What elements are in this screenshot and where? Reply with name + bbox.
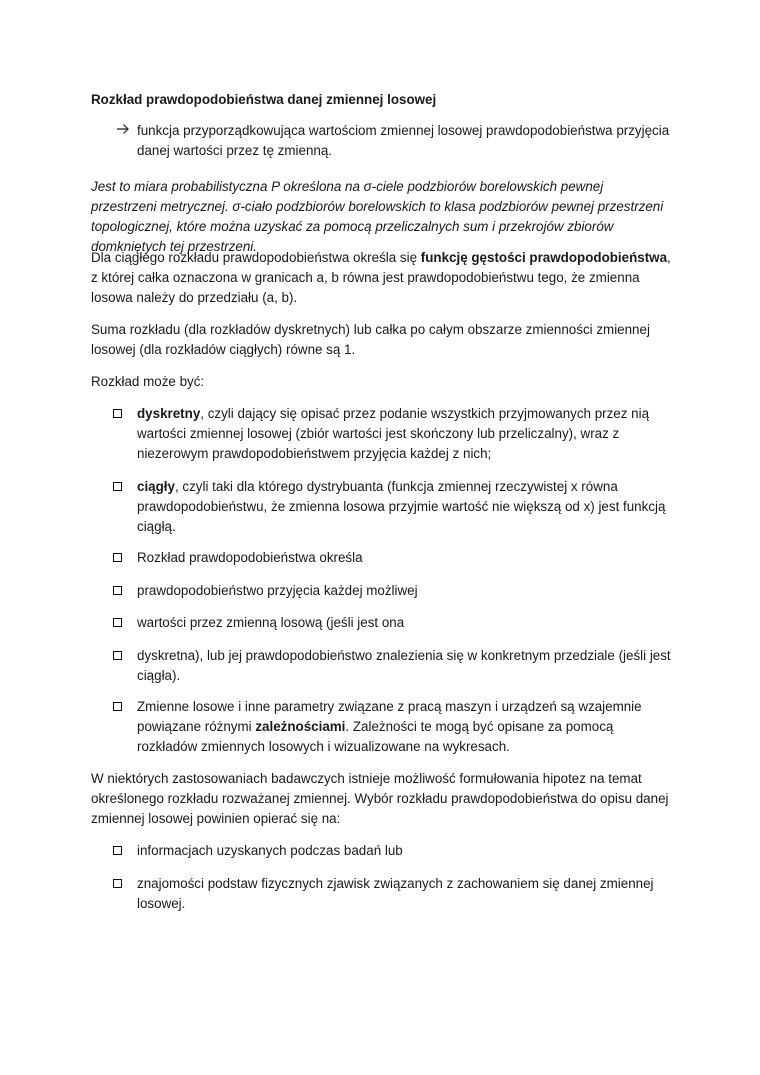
definition-text: funkcja przyporządkowująca wartościom zmiennej losowej prawdopodobieństwa przyjęcia danej wartości przez tę zmienną.: [137, 123, 670, 158]
list-item: [113, 613, 671, 633]
list-item-physics: [113, 874, 671, 914]
sum-paragraph: Suma rozkładu (dla rozkładów dyskretnych) lub całka po całym obszarze zmienności zmiennej losowej (dla rozkładów ciągłych) równe są 1.: [91, 322, 650, 357]
list-item: [113, 646, 671, 686]
density-paragraph: [91, 248, 671, 308]
list-item-body: , czyli dający się opisać przez podanie wszystkich przyjmowanych przez nią wartości zmiennej losowej (zbiór wartości jest skończony lub przeliczalny), wraz z niezerowym prawdopodobieństwem przyjęcia każdej z nich;: [137, 406, 650, 461]
density-text-before: Dla ciągłego rozkładu prawdopodobieństwa określa się: [91, 250, 421, 265]
density-text-after: , z której całka oznaczona w granicach a, b równa jest prawdopodobieństwu tego, że zmienna losowa należy do przedziału (a, b).: [91, 250, 671, 305]
checkbox-bullet-icon: [113, 586, 122, 595]
list-item-continuous: [113, 477, 671, 537]
list-item-text: [137, 477, 671, 537]
list-item: [113, 581, 671, 601]
italic-paragraph: Jest to miara probabilistyczna P określona na σ-ciele podzbiorów borelowskich pewnej przestrzeni metrycznej. σ-ciało podzbiorów borelowskich to klasa podzbiorów pewnej przestrzeni topologicznej, które można uzyskać za pomocą przeliczalnych sum i przekrojów zbiorów domkniętych tej przestrzeni.: [91, 179, 664, 254]
density-bold-term: funkcję gęstości prawdopodobieństwa: [420, 250, 668, 265]
list-item-body: , czyli taki dla którego dystrybuanta (funkcja zmiennej rzeczywistej x równa prawdopodobieństwu, że zmienna losowa przyjmie wartość nie większą od x) jest funkcją ciągłą.: [137, 479, 666, 534]
list-item-text: [137, 404, 671, 464]
list-item-text: wartości przez zmienną losową (jeśli jest ona: [137, 615, 405, 630]
list-item-text: informacjach uzyskanych podczas badań lub: [137, 843, 403, 858]
research-paragraph: W niektórych zastosowaniach badawczych istnieje możliwość formułowania hipotez na temat określonego rozkładu rozważanej zmiennej. Wybór rozkładu prawdopodobieństwa do opisu danej zmiennej losowej powinien opierać się na:: [91, 771, 669, 826]
checkbox-bullet-icon: [113, 651, 122, 660]
definition-item: [116, 121, 671, 161]
document-title: Rozkład prawdopodobieństwa danej zmiennej losowej: [91, 92, 437, 107]
list-item-bold: dyskretny: [137, 406, 201, 421]
dependencies-text-before: Zmienne losowe i inne parametry związane z pracą maszyn i urządzeń są wzajemnie powiązane różnymi: [137, 699, 642, 734]
list-item-text: znajomości podstaw fizycznych zjawisk związanych z zachowaniem się danej zmiennej losowej.: [137, 876, 654, 911]
list-item: [113, 548, 671, 568]
checkbox-bullet-icon: [113, 879, 122, 888]
list-item-dependencies: [113, 697, 671, 757]
list-item-text: prawdopodobieństwo przyjęcia każdej możliwej: [137, 583, 418, 598]
list-item-discrete: [113, 404, 671, 464]
checkbox-bullet-icon: [113, 702, 122, 711]
list-item-text: Rozkład prawdopodobieństwa określa: [137, 550, 363, 565]
dependencies-text-after: . Zależności te mogą być opisane za pomocą rozkładów zmiennych losowych i wizualizowane na wykresach.: [137, 719, 614, 754]
checkbox-bullet-icon: [113, 482, 122, 491]
list-item-text: [137, 697, 671, 757]
checkbox-bullet-icon: [113, 846, 122, 855]
checkbox-bullet-icon: [113, 409, 122, 418]
list-item-text: dyskretna), lub jej prawdopodobieństwo znalezienia się w konkretnym przedziale (jeśli jest ciągła).: [137, 648, 671, 683]
right-arrow-icon: [116, 121, 132, 141]
list-item-research: [113, 841, 671, 861]
checkbox-bullet-icon: [113, 618, 122, 627]
types-intro: Rozkład może być:: [91, 374, 205, 389]
checkbox-bullet-icon: [113, 553, 122, 562]
list-item-bold: ciągły: [137, 479, 175, 494]
dependencies-bold-term: zależnościami: [255, 719, 346, 734]
